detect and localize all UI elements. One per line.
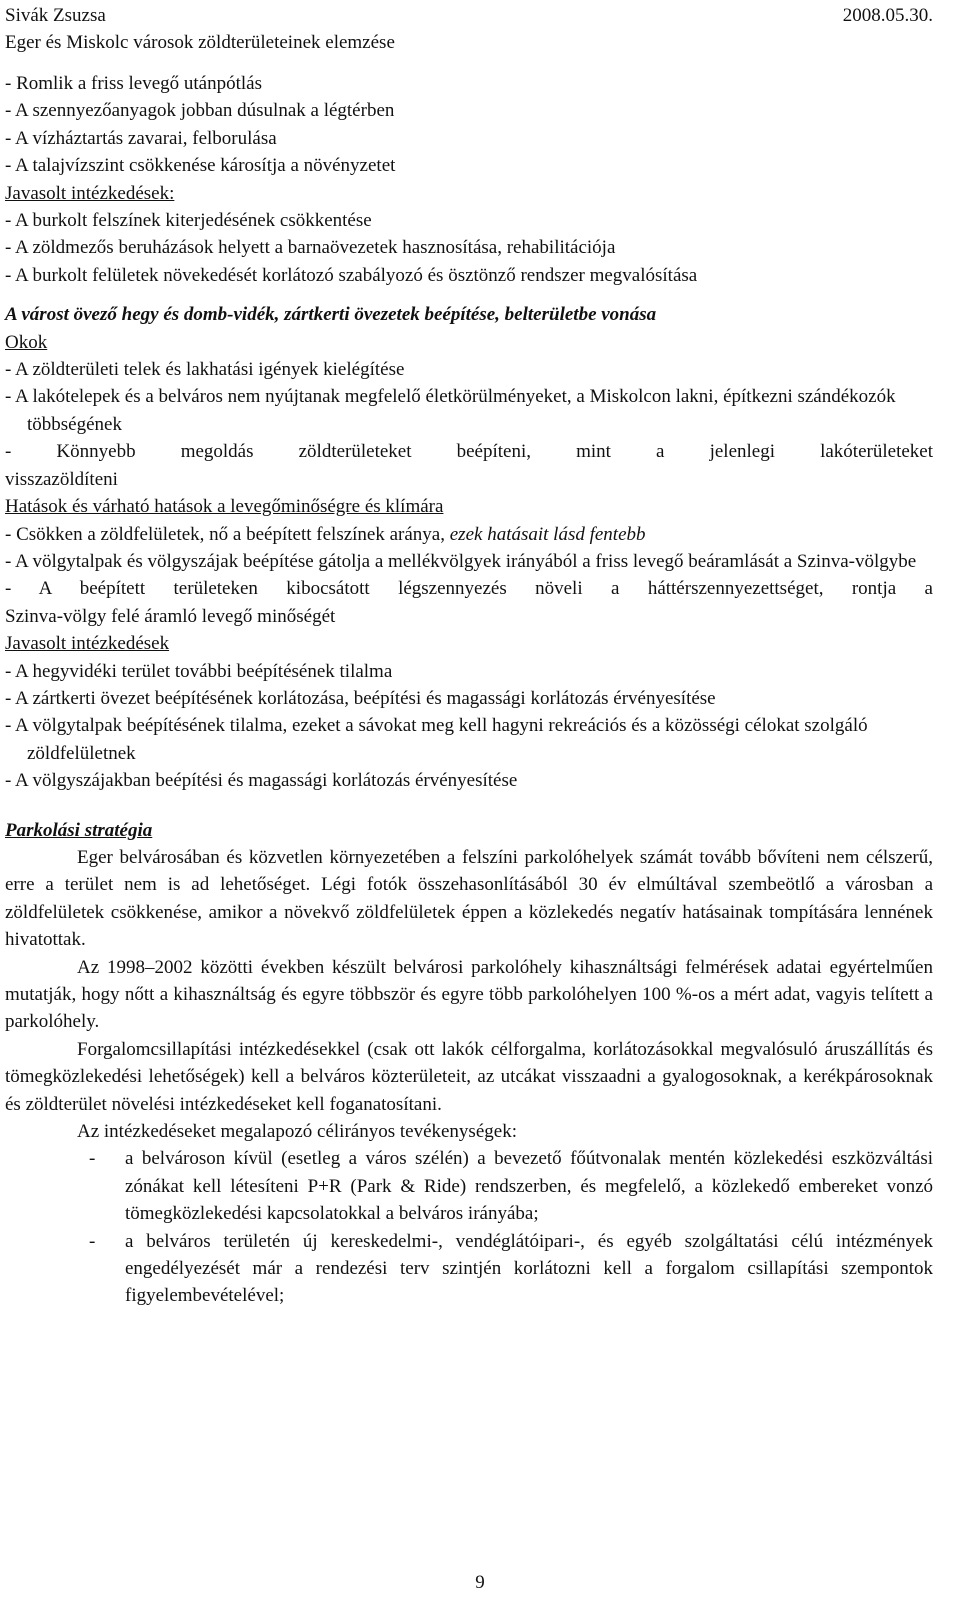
list-item-continuation: Szinva-völgy felé áramló levegő minőségét	[5, 605, 336, 627]
measures-heading: Javasolt intézkedések:	[5, 182, 175, 204]
measures-heading: Javasolt intézkedések	[5, 633, 170, 655]
bullet-marker: -	[89, 1230, 96, 1252]
bullet-text: a belvároson kívül (esetleg a város szélén) a bevezető főútvonalak mentén közlekedési eszközváltási zónákat kell létesíteni P+R (Park & Ride) rendszerben, és megfelelő, a közlekedő embereket vonzó tömegközlekedési kapcsolatokkal a belváros irányába;	[125, 1148, 933, 1225]
list-item: - A vízháztartás zavarai, felborulása	[5, 127, 277, 149]
list-item: - A zöldterületi telek és lakhatási igények kielégítése	[5, 359, 405, 381]
effect-text: - Csökken a zöldfelületek, nő a beépített felszínek aránya,	[5, 523, 450, 545]
list-item: - A völgyszájakban beépítési és magassági korlátozás érvényesítése	[5, 770, 518, 792]
list-item: - A völgytalpak és völgyszájak beépítése gátolja a mellékvölgyek irányából a friss levegő beáramlását a Szinva-völgybe	[5, 550, 917, 572]
section-heading: A várost övező hegy és domb-vidék, zártkerti övezetek beépítése, belterületbe vonása	[5, 304, 657, 326]
list-item: - Könnyebb megoldás zöldterületeket beépíteni, mint a jelenlegi lakóterületeket	[5, 441, 933, 463]
list-item: - A zártkerti övezet beépítésének korlátozása, beépítési és magassági korlátozás érvényesítése	[5, 687, 716, 709]
list-item: - A burkolt felületek növekedését korlátozó szabályozó és ösztönző rendszer megvalósítása	[5, 264, 698, 286]
effect-italic-reference: ezek hatásait lásd fentebb	[449, 523, 646, 545]
list-item-continuation: visszazöldíteni	[5, 468, 118, 490]
list-item: - A talajvízszint csökkenése károsítja a növényzetet	[5, 155, 396, 177]
page-header	[5, 2, 933, 56]
effects-heading: Hatások és várható hatások a levegőminőségre és klímára	[5, 496, 444, 518]
section-heading: Parkolási stratégia	[5, 819, 153, 841]
list-item: - A szennyezőanyagok jobban dúsulnak a légtérben	[5, 100, 395, 122]
list-item: - A burkolt felszínek kiterjedésének csökkentése	[5, 210, 372, 232]
causes-heading: Okok	[5, 331, 48, 353]
document-body	[5, 70, 933, 1310]
paragraph: Az 1998–2002 közötti években készült belvárosi parkolóhely kihasználtsági felmérések adatai egyértelműen mutatják, hogy nőtt a kihasználtság és egyre többször és egyre több parkolóhelyen 100 %-os a mért adat, vagyis telített a parkolóhely.	[5, 956, 933, 1033]
list-item: - A beépített területeken kibocsátott légszennyezés növeli a háttérszennyezettséget, rontja a	[5, 578, 933, 600]
page-number: 9	[475, 1572, 485, 1593]
header-author: Sivák Zsuzsa	[5, 5, 106, 26]
paragraph: Az intézkedéseket megalapozó célirányos tevékenységek:	[77, 1121, 517, 1143]
paragraph: Eger belvárosában és közvetlen környezetében a felszíni parkolóhelyek számát tovább bővíteni nem célszerű, erre a terület nem is ad lehetőséget. Légi fotók összehasonlításából 30 év elmúltával szembeötlő a városban a zöldfelületek csökkenése, amikor a növekvő zöldfelületek éppen a közlekedés negatív hatásainak tompítására lennének hivatottak.	[5, 846, 933, 951]
bullet-item	[5, 1228, 933, 1310]
header-title: Eger és Miskolc városok zöldterületeinek elemzése	[5, 32, 395, 53]
header-date: 2008.05.30.	[842, 5, 933, 26]
list-item: - A lakótelepek és a belváros nem nyújtanak megfelelő életkörülményeket, a Miskolcon lakni, építkezni szándékozók többségének	[5, 386, 896, 435]
list-item: - A zöldmezős beruházások helyett a barnaövezetek hasznosítása, rehabilitációja	[5, 237, 616, 259]
bullet-marker: -	[89, 1148, 96, 1170]
list-item	[5, 521, 933, 548]
list-item: - A hegyvidéki terület további beépítésének tilalma	[5, 660, 393, 682]
paragraph: Forgalomcsillapítási intézkedésekkel (csak ott lakók célforgalma, korlátozásokkal megvalósuló áruszállítás és tömegközlekedési lehetőségek) kell a belváros közterületeit, az utcákat visszaadni a gyalogosoknak, a kerékpárosoknak és zöldterület növelési intézkedéseket kell foganatosítani.	[5, 1038, 933, 1115]
bullet-text: a belváros területén új kereskedelmi-, vendéglátóipari-, és egyéb szolgáltatási célú intézmények engedélyezését már a rendezési terv szintjén korlátozni kell a forgalom csillapítási szempontok figyelembevételével;	[125, 1230, 933, 1307]
list-item: - A völgytalpak beépítésének tilalma, ezeket a sávokat meg kell hagyni rekreációs és a közösségi célokat szolgáló zöldfelületnek	[5, 715, 868, 764]
bullet-item	[5, 1145, 933, 1227]
list-item: - Romlik a friss levegő utánpótlás	[5, 73, 262, 94]
